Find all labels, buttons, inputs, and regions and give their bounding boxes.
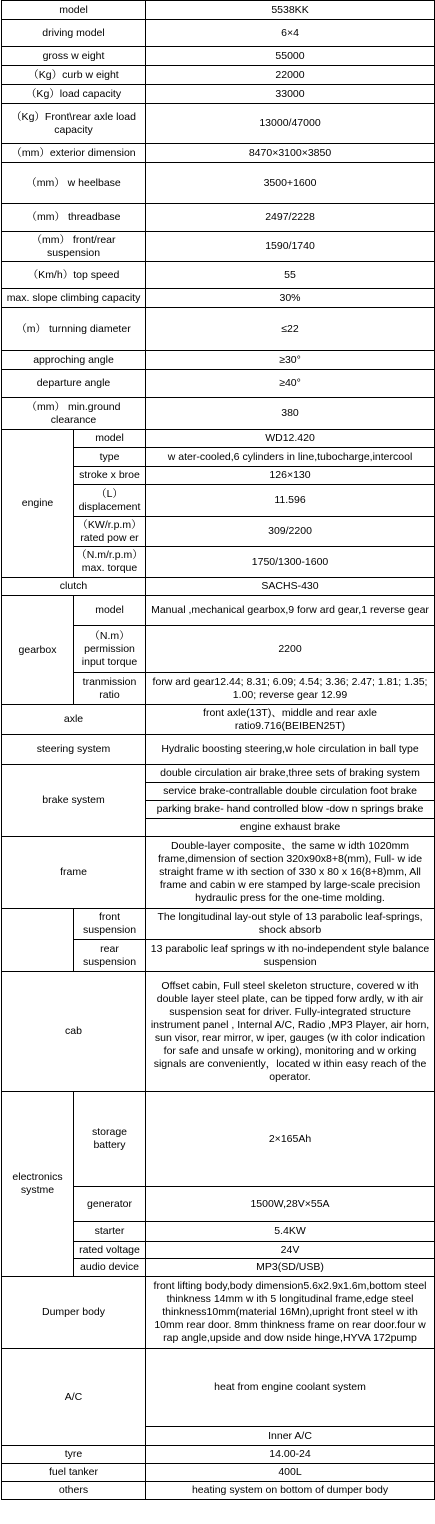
value-wheelbase: 3500+1600 [146,163,435,204]
row-curb-weight [2,66,435,85]
value-brake-item: engine exhaust brake [146,819,435,837]
value-slope: 30% [146,289,435,308]
label-ground-clearance: （mm） min.ground clearance [2,398,146,430]
value-starter: 5.4KW [146,1222,435,1242]
row-cab [2,972,435,1092]
label-tyre: tyre [2,1446,146,1464]
label-dumper: Dumper body [2,1277,146,1349]
value-ac-heat: heat from engine coolant system [146,1349,435,1427]
value-model: 5538KK [146,1,435,20]
value-axle-load: 13000/47000 [146,104,435,144]
value-tyre: 14.00-24 [146,1446,435,1464]
row-suspension [2,232,435,262]
value-top-speed: 55 [146,262,435,289]
label-gearbox: gearbox [2,596,74,705]
label-engine-type: type [74,448,146,467]
row-departure-angle [2,370,435,398]
value-driving-model: 6×4 [146,20,435,47]
label-rear-suspension: rear suspension [74,940,146,972]
label-engine-power: （KW/r.p.m） rated pow er [74,517,146,547]
value-others: heating system on bottom of dumper body [146,1482,435,1500]
row-approaching-angle [2,351,435,370]
row-axle [2,705,435,735]
row-threadbase [2,204,435,232]
value-engine-type: w ater-cooled,6 cylinders in line,tubocharge,intercool [146,448,435,467]
value-gearbox-model: Manual ,mechanical gearbox,9 forw ard gear,1 reverse gear [146,596,435,626]
label-approaching-angle: approching angle [2,351,146,370]
value-rear-suspension: 13 parabolic leaf springs w ith no-independent style balance suspension [146,940,435,972]
row-turning-diameter [2,308,435,351]
label-departure-angle: departure angle [2,370,146,398]
label-gearbox-model: model [74,596,146,626]
label-starter: starter [74,1222,146,1242]
label-exterior-dimension: （mm）exterior dimension [2,144,146,163]
row-axle-load [2,104,435,144]
row-ac-1 [2,1349,435,1427]
row-engine-model [2,430,435,448]
label-load-capacity: （Kg）load capacity [2,85,146,104]
value-gearbox-input-torque: 2200 [146,626,435,673]
label-engine-displacement: （L） displacement [74,485,146,517]
value-brake-item: parking brake- hand controlled blow -dow n springs brake [146,801,435,819]
value-brake-item: double circulation air brake,three sets of braking system [146,765,435,783]
row-others [2,1482,435,1500]
value-steering: Hydralic boosting steering,w hole circulation in ball type [146,735,435,765]
label-electronics: electronics systme [2,1092,74,1277]
row-model [2,1,435,20]
label-engine-stroke: stroke x broe [74,467,146,485]
label-battery: storage battery [74,1092,146,1187]
value-engine-model: WD12.420 [146,430,435,448]
label-engine: engine [2,430,74,578]
row-gross-weight [2,47,435,66]
value-suspension: 1590/1740 [146,232,435,262]
label-others: others [2,1482,146,1500]
value-cab: Offset cabin, Full steel skeleton structure, covered w ith double layer steel plate, can be tipped forw ardly, w ith air suspension seat for driver. Fully-integrated structure instrument panel , Internal A/C, Radio ,MP3 Player, air horn, sun visor, rear mirror, w iper, gauges (w ith color indication for safe and unsafe w orking), monitoring and w orking signals are conveniently，located w ithin easy reach of the operator. [146,972,435,1092]
row-clutch [2,578,435,596]
value-brake-item: service brake-contrallable double circulation foot brake [146,783,435,801]
value-clutch: SACHS-430 [146,578,435,596]
label-gearbox-input-torque: （N.m） permission input torque [74,626,146,673]
value-approaching-angle: ≥30° [146,351,435,370]
label-top-speed: （Km/h）top speed [2,262,146,289]
value-audio: MP3(SD/USB) [146,1259,435,1277]
label-frame: frame [2,837,146,909]
value-engine-torque: 1750/1300-1600 [146,547,435,578]
label-gearbox-ratio: tranmission ratio [74,673,146,705]
label-audio: audio device [74,1259,146,1277]
row-fuel [2,1464,435,1482]
label-model: model [2,1,146,20]
value-ac-inner: Inner A/C [146,1427,435,1446]
value-engine-power: 309/2200 [146,517,435,547]
label-steering: steering system [2,735,146,765]
value-voltage: 24V [146,1242,435,1259]
value-dumper: front lifting body,body dimension5.6x2.9x1.6m,bottom steel thinkness 14mm w ith 5 longitudinal frame,edge steel thinkness10mm(material 16Mn),upright front steel w ith 10mm rear door. 8mm thinkness frame on rear door.four w rap angle,upside and dow nside hinge,HYVA 172pump [146,1277,435,1349]
row-steering [2,735,435,765]
label-engine-torque: （N.m/r.p.m） max. torque [74,547,146,578]
value-battery: 2×165Ah [146,1092,435,1187]
label-gross-weight: gross w eight [2,47,146,66]
label-threadbase: （mm） threadbase [2,204,146,232]
row-load-capacity [2,85,435,104]
label-clutch: clutch [2,578,146,596]
label-generator: generator [74,1187,146,1222]
row-exterior-dimension [2,144,435,163]
row-dumper [2,1277,435,1349]
row-brake-1 [2,765,435,783]
label-voltage: rated voltage [74,1242,146,1259]
row-tyre [2,1446,435,1464]
row-front-suspension [2,909,435,940]
label-axle: axle [2,705,146,735]
label-curb-weight: （Kg）curb w eight [2,66,146,85]
value-threadbase: 2497/2228 [146,204,435,232]
value-turning-diameter: ≤22 [146,308,435,351]
value-departure-angle: ≥40° [146,370,435,398]
label-fuel: fuel tanker [2,1464,146,1482]
value-gearbox-ratio: forw ard gear12.44; 8.31; 6.09; 4.54; 3.36; 2.47; 1.81; 1.35; 1.00; reverse gear 12.99 [146,673,435,705]
row-battery [2,1092,435,1187]
value-fuel: 400L [146,1464,435,1482]
label-engine-model: model [74,430,146,448]
row-frame [2,837,435,909]
label-driving-model: driving model [2,20,146,47]
value-engine-stroke: 126×130 [146,467,435,485]
label-axle-load: （Kg）Front\rear axle load capacity [2,104,146,144]
label-brake: brake system [2,765,146,837]
value-curb-weight: 22000 [146,66,435,85]
value-generator: 1500W,28V×55A [146,1187,435,1222]
label-turning-diameter: （m） turnning diameter [2,308,146,351]
row-wheelbase [2,163,435,204]
label-suspension-group [2,909,74,972]
label-cab: cab [2,972,146,1092]
label-slope: max. slope climbing capacity [2,289,146,308]
row-ground-clearance [2,398,435,430]
value-engine-displacement: 11.596 [146,485,435,517]
value-gross-weight: 55000 [146,47,435,66]
value-exterior-dimension: 8470×3100×3850 [146,144,435,163]
row-gearbox-model [2,596,435,626]
label-suspension: （mm） front/rear suspension [2,232,146,262]
value-frame: Double-layer composite、the same w idth 1020mm frame,dimension of section 320x90x8+8(mm), Full- w ide straight frame w ith section of 330 x 80 x 16(8+8)mm, All frame and cabin w ere stamped by large-scale precision hydraulic press for the one-time molding. [146,837,435,909]
spec-table [1,0,435,1500]
value-ground-clearance: 380 [146,398,435,430]
label-front-suspension: front suspension [74,909,146,940]
value-front-suspension: The longitudinal lay-out style of 13 parabolic leaf-springs, shock absorb [146,909,435,940]
label-wheelbase: （mm） w heelbase [2,163,146,204]
row-slope [2,289,435,308]
row-driving-model [2,20,435,47]
label-ac: A/C [2,1349,146,1446]
value-load-capacity: 33000 [146,85,435,104]
value-axle: front axle(13T)、middle and rear axle ratio9.716(BEIBEN25T) [146,705,435,735]
row-top-speed [2,262,435,289]
